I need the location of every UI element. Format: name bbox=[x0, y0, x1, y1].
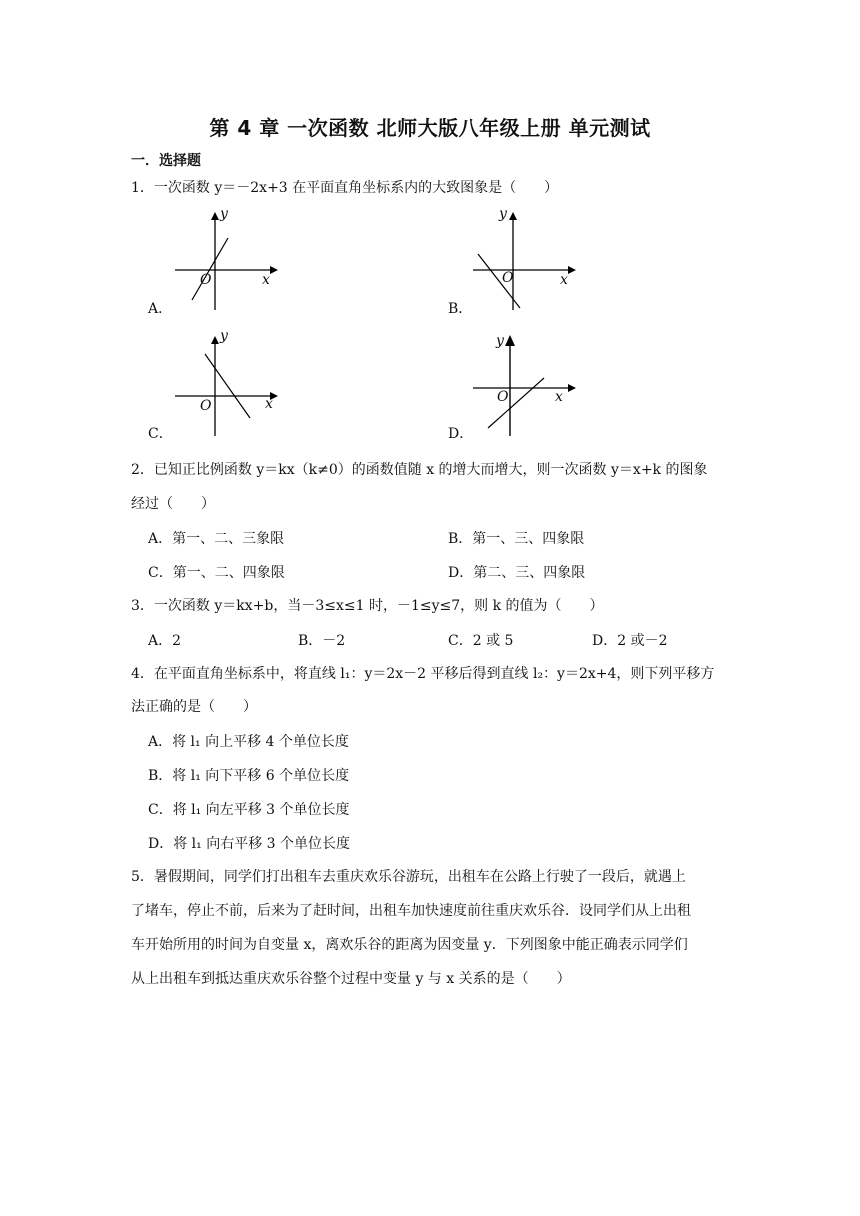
q4-option-c: C．将 l₁ 向左平移 3 个单位长度 bbox=[148, 802, 350, 818]
q1-graph-a-origin: O bbox=[200, 272, 212, 288]
question-3-stem: 3．一次函数 y＝kx+b，当－3≤x≤1 时，－1≤y≤7，则 k 的值为（ ） bbox=[131, 598, 604, 614]
question-4-stem-line-2: 法正确的是（ ） bbox=[131, 699, 257, 715]
q1-graph-a bbox=[170, 208, 280, 318]
q1-graph-d-y-label: y bbox=[496, 333, 504, 349]
q2-option-c: C．第一、二、四象限 bbox=[148, 565, 285, 581]
question-2-stem-line-2: 经过（ ） bbox=[131, 496, 215, 512]
question-5-stem-line-1: 5．暑假期间，同学们打出租车去重庆欢乐谷游玩，出租车在公路上行驶了一段后，就遇上 bbox=[131, 869, 686, 885]
q1-graph-a-x-label: x bbox=[262, 272, 270, 288]
q3-option-c: C．2 或 5 bbox=[448, 633, 514, 649]
q1-graph-d bbox=[468, 332, 578, 442]
section-heading: 一．选择题 bbox=[131, 153, 201, 169]
q1-graph-b-x-label: x bbox=[560, 272, 568, 288]
q1-graph-d-x-label: x bbox=[555, 389, 563, 405]
q1-graph-a-y-label: y bbox=[220, 206, 228, 222]
q2-option-b: B．第一、三、四象限 bbox=[448, 531, 585, 547]
question-4-stem-line-1: 4．在平面直角坐标系中，将直线 l₁：y＝2x－2 平移后得到直线 l₂：y＝2x+4，则下列平移方 bbox=[131, 666, 715, 682]
question-5-stem-line-3: 车开始所用的时间为自变量 x，离欢乐谷的距离为因变量 y．下列图象中能正确表示同学们 bbox=[131, 937, 688, 953]
q1-graph-d-origin: O bbox=[497, 389, 509, 405]
q4-option-d: D．将 l₁ 向右平移 3 个单位长度 bbox=[148, 836, 351, 852]
q1-option-a: A． bbox=[148, 301, 173, 317]
q1-graph-c bbox=[170, 332, 280, 442]
q1-option-c: C． bbox=[148, 426, 173, 442]
q1-graph-c-y-label: y bbox=[220, 328, 228, 344]
question-5-stem-line-4: 从上出租车到抵达重庆欢乐谷整个过程中变量 y 与 x 关系的是（ ） bbox=[131, 971, 571, 987]
q1-graph-c-origin: O bbox=[200, 398, 212, 414]
q1-graph-b bbox=[468, 208, 578, 318]
q4-option-a: A．将 l₁ 向上平移 4 个单位长度 bbox=[148, 734, 349, 750]
q1-graph-b-y-label: y bbox=[499, 206, 507, 222]
question-5-stem-line-2: 了堵车，停止不前，后来为了赶时间，出租车加快速度前往重庆欢乐谷．设同学们从上出租 bbox=[131, 903, 691, 919]
question-1-stem: 1．一次函数 y＝－2x+3 在平面直角坐标系内的大致图象是（ ） bbox=[131, 180, 559, 196]
page-title: 第 4 章 一次函数 北师大版八年级上册 单元测试 bbox=[209, 116, 651, 140]
q3-option-d: D．2 或－2 bbox=[592, 633, 668, 649]
q2-option-a: A．第一、二、三象限 bbox=[148, 531, 285, 547]
q1-option-d: D． bbox=[448, 426, 474, 442]
q3-option-a: A．2 bbox=[148, 633, 182, 649]
q1-graph-b-origin: O bbox=[502, 270, 514, 286]
q1-graph-c-x-label: x bbox=[265, 396, 273, 412]
question-2-stem-line-1: 2．已知正比例函数 y＝kx（k≠0）的函数值随 x 的增大而增大，则一次函数 y＝x+k 的图象 bbox=[131, 462, 708, 478]
q4-option-b: B．将 l₁ 向下平移 6 个单位长度 bbox=[148, 768, 350, 784]
q3-option-b: B．－2 bbox=[298, 633, 346, 649]
q1-option-b: B． bbox=[448, 301, 473, 317]
q2-option-d: D．第二、三、四象限 bbox=[448, 565, 586, 581]
